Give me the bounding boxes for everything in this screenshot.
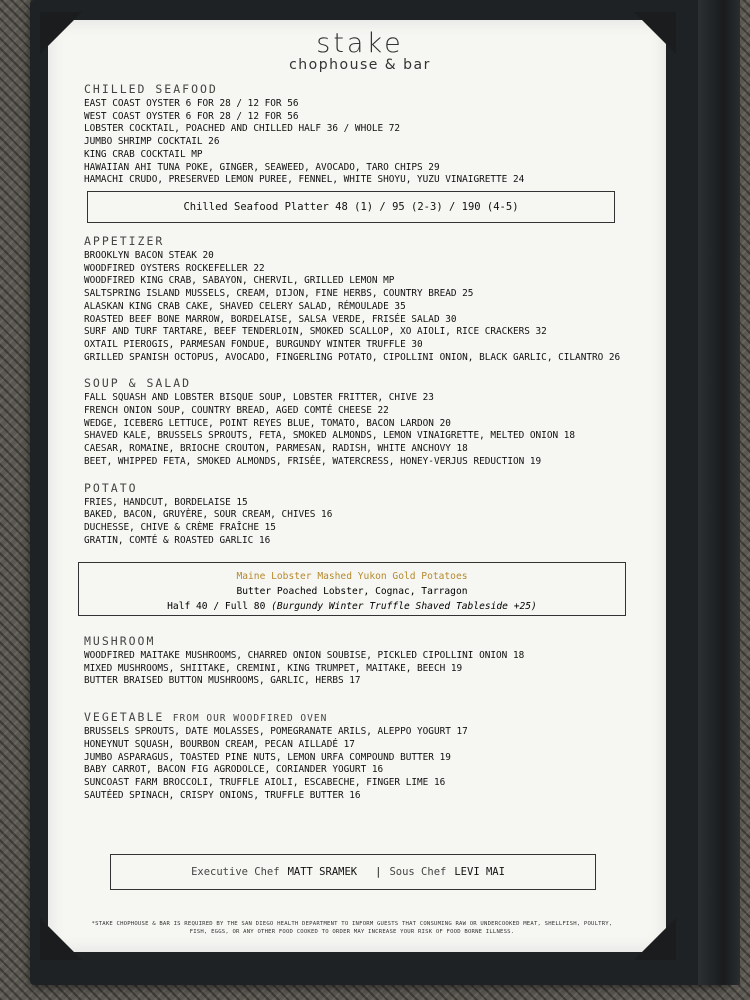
menu-item: HONEYNUT SQUASH, BOURBON CREAM, PECAN AILLADÉ 17 (84, 738, 355, 750)
sous-chef-label: Sous Chef (389, 866, 447, 878)
menu-item: WOODFIRED OYSTERS ROCKEFELLER 22 (84, 262, 265, 274)
menu-item: WOODFIRED MAITAKE MUSHROOMS, CHARRED ONION SOUBISE, PICKLED CIPOLLINI ONION 18 (84, 650, 525, 661)
section-subtitle: FROM OUR WOODFIRED OVEN (172, 713, 328, 725)
seafood-platter-box: Chilled Seafood Platter 48 (1) / 95 (2-3) / 190 (4-5) (87, 191, 615, 223)
section-soup-salad (84, 376, 644, 468)
menu-content-middle (84, 234, 644, 559)
menu-item: SAUTÉED SPINACH, CRISPY ONIONS, TRUFFLE BUTTER 16 (84, 789, 361, 801)
chef-separator: | (375, 866, 382, 878)
menu-item: GRATIN, COMTÉ & ROASTED GARLIC 16 (84, 534, 271, 546)
menu-item: WEDGE, ICEBERG LETTUCE, POINT REYES BLUE, TOMATO, BACON LARDON 20 (84, 417, 451, 429)
restaurant-logo (270, 30, 450, 72)
logo-tagline: chophouse & bar (289, 57, 431, 73)
corner-holder (634, 918, 676, 960)
menu-item: HAMACHI CRUDO, PRESERVED LEMON PUREE, FENNEL, WHITE SHOYU, YUZU VINAIGRETTE 24 (84, 174, 525, 186)
menu-item: GRILLED SPANISH OCTOPUS, AVOCADO, FINGERLING POTATO, CIPOLLINI ONION, BLACK GARLIC, CILANTRO 26 (84, 351, 621, 363)
menu-item: CAESAR, ROMAINE, BRIOCHE CROUTON, PARMESAN, RADISH, WHITE ANCHOVY 18 (84, 443, 468, 455)
section-vegetable (84, 710, 644, 802)
lobster-feature-price-line (79, 599, 625, 614)
section-mushroom (84, 634, 644, 688)
lobster-feature-desc: Butter Poached Lobster, Cognac, Tarragon (236, 586, 468, 597)
menu-item: FRENCH ONION SOUP, COUNTRY BREAD, AGED COMTÉ CHEESE 22 (84, 405, 389, 417)
menu-item: BABY CARROT, BACON FIG AGRODOLCE, CORIANDER YOGURT 16 (84, 764, 384, 776)
menu-item: FRIES, HANDCUT, BORDELAISE 15 (84, 496, 248, 508)
sous-chef-name: LEVI MAI (454, 866, 505, 878)
lobster-feature-box (78, 562, 626, 616)
menu-item: BUTTER BRAISED BUTTON MUSHROOMS, GARLIC, HERBS 17 (84, 675, 361, 687)
section-chilled-seafood (84, 82, 644, 187)
menu-item: BROOKLYN BACON STEAK 20 (84, 250, 214, 261)
lobster-feature-truffle-note: (Burgundy Winter Truffle Shaved Tableside +25) (271, 601, 537, 612)
section-appetizer (84, 234, 644, 364)
menu-item: EAST COAST OYSTER 6 FOR 28 / 12 FOR 56 (84, 98, 299, 109)
corner-holder (40, 12, 82, 54)
menu-item: WOODFIRED KING CRAB, SABAYON, CHERVIL, GRILLED LEMON MP (84, 275, 395, 287)
section-title: SOUP & SALAD (84, 376, 192, 391)
menu-item: JUMBO ASPARAGUS, TOASTED PINE NUTS, LEMON URFA COMPOUND BUTTER 19 (84, 751, 451, 763)
menu-item: LOBSTER COCKTAIL, POACHED AND CHILLED HALF 36 / WHOLE 72 (84, 123, 401, 135)
menu-item: BRUSSELS SPROUTS, DATE MOLASSES, POMEGRANATE ARILS, ALEPPO YOGURT 17 (84, 726, 468, 738)
menu-item: DUCHESSE, CHIVE & CRÈME FRAÎCHE 15 (84, 521, 276, 533)
section-title (84, 710, 644, 724)
menu-item: JUMBO SHRIMP COCKTAIL 26 (84, 136, 220, 148)
menu-item: SURF AND TURF TARTARE, BEEF TENDERLOIN, SMOKED SCALLOP, XO AIOLI, RICE CRACKERS 32 (84, 326, 547, 338)
menu-item: BEET, WHIPPED FETA, SMOKED ALMONDS, FRISÉE, WATERCRESS, HONEY-VERJUS REDUCTION 19 (84, 455, 542, 467)
menu-item: ALASKAN KING CRAB CAKE, SHAVED CELERY SALAD, RÉMOULADE 35 (84, 300, 406, 312)
menu-item: SUNCOAST FARM BROCCOLI, TRUFFLE AIOLI, ESCABECHE, FINGER LIME 16 (84, 776, 446, 788)
section-title: MUSHROOM (84, 634, 156, 648)
menu-item: SALTSPRING ISLAND MUSSELS, CREAM, DIJON, FINE HERBS, COUNTRY BREAD 25 (84, 288, 474, 300)
logo-name: stake (316, 28, 404, 59)
menu-content (84, 82, 644, 187)
menu-item: MIXED MUSHROOMS, SHIITAKE, CREMINI, KING TRUMPET, MAITAKE, BEECH 19 (84, 662, 463, 674)
menu-item: OXTAIL PIEROGIS, PARMESAN FONDUE, BURGUNDY WINTER TRUFFLE 30 (84, 338, 423, 350)
corner-holder (634, 12, 676, 54)
menu-item: KING CRAB COCKTAIL MP (84, 148, 203, 160)
exec-chef-name: MATT SRAMEK (287, 866, 358, 878)
menu-item: BAKED, BACON, GRUYÈRE, SOUR CREAM, CHIVES 16 (84, 509, 333, 521)
menu-content-lower (84, 634, 644, 814)
menu-item: ROASTED BEEF BONE MARROW, BORDELAISE, SALSA VERDE, FRISÉE SALAD 30 (84, 313, 457, 325)
folder-spine (698, 0, 740, 985)
menu-item: HAWAIIAN AHI TUNA POKE, GINGER, SEAWEED, AVOCADO, TARO CHIPS 29 (84, 161, 440, 173)
lobster-feature-price: Half 40 / Full 80 (167, 601, 266, 612)
corner-holder (40, 918, 82, 960)
exec-chef-label: Executive Chef (191, 866, 280, 878)
chef-credits (110, 854, 596, 890)
section-potato (84, 481, 644, 548)
section-title: CHILLED SEAFOOD (84, 82, 218, 96)
menu-item: WEST COAST OYSTER 6 FOR 28 / 12 FOR 56 (84, 110, 299, 122)
section-title: POTATO (84, 480, 138, 495)
menu-item: SHAVED KALE, BRUSSELS SPROUTS, FETA, SMOKED ALMONDS, LEMON VINAIGRETTE, MELTED ONION 18 (84, 430, 576, 442)
section-title: APPETIZER (84, 234, 165, 248)
lobster-feature-title: Maine Lobster Mashed Yukon Gold Potatoes (236, 571, 468, 582)
health-disclaimer: *STAKE CHOPHOUSE & BAR IS REQUIRED BY THE SAN DIEGO HEALTH DEPARTMENT TO INFORM GUESTS THAT CONSUMING RAW OR UNDERCOOKED MEAT, SHELLFISH, POULTRY, FISH, EGGS, OR ANY OTHER FOOD COOKED TO ORDER MAY INCREASE YOUR RISK OF FOOD BORNE ILLNESS. (91, 921, 613, 935)
section-title-main: VEGETABLE (84, 710, 165, 725)
menu-item: FALL SQUASH AND LOBSTER BISQUE SOUP, LOBSTER FRITTER, CHIVE 23 (84, 392, 434, 404)
